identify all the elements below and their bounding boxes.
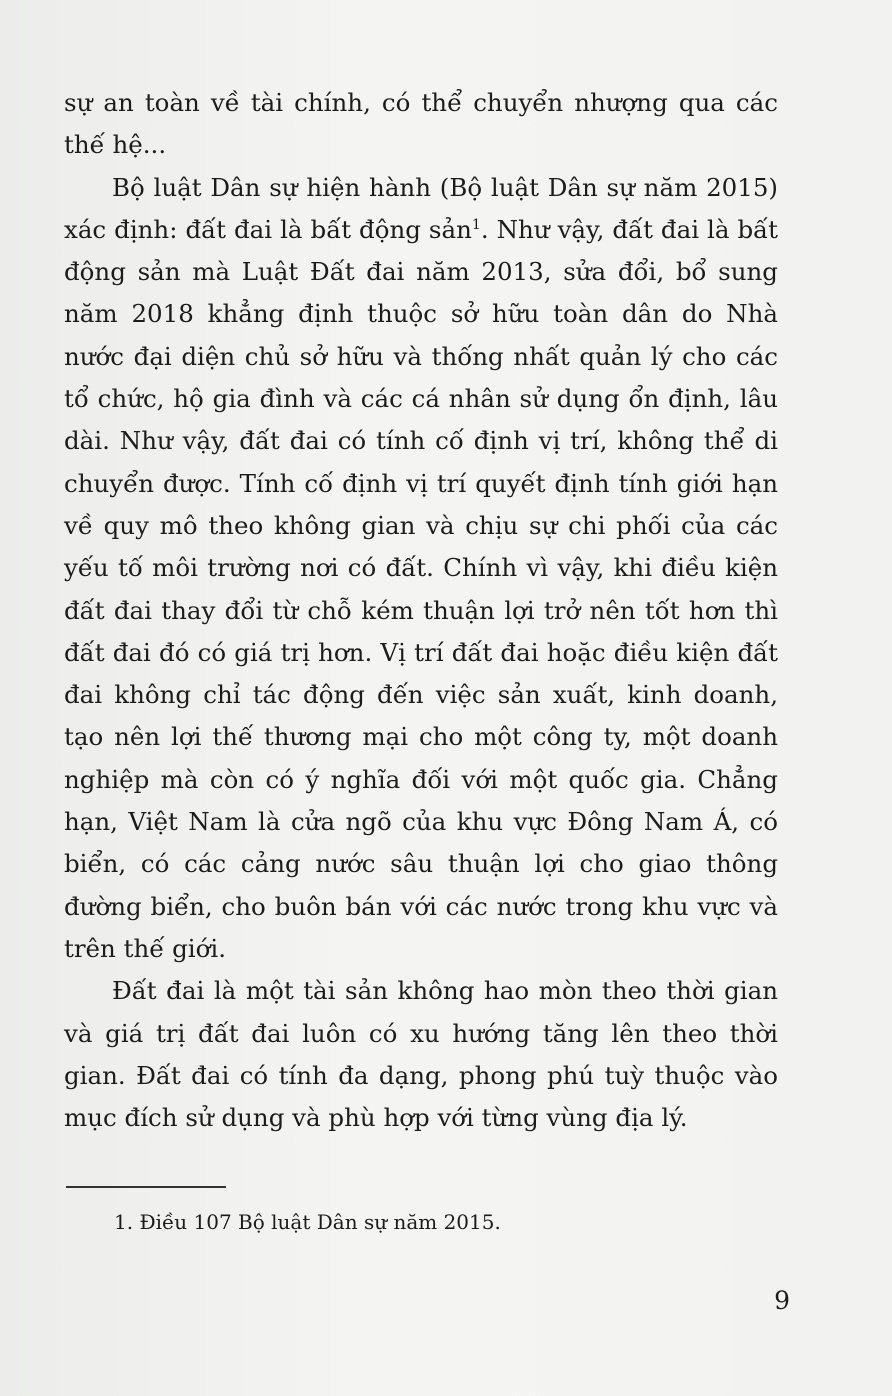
footnote-divider: [66, 1186, 226, 1188]
footnote-reference: 1: [471, 216, 481, 233]
paragraph-1: sự an toàn về tài chính, có thể chuyển nhượng qua các thế hệ...: [64, 88, 778, 160]
paragraph-2: [64, 167, 778, 971]
paragraph-3: Đất đai là một tài sản không hao mòn theo thời gian và giá trị đất đai luôn có xu hướng tăng lên theo thời gian. Đất đai có tính đa dạng, phong phú tuỳ thuộc vào mục đích sử dụng và phù hợp với từng vùng địa lý.: [64, 976, 778, 1133]
paragraph-2-continuation: . Như vậy, đất đai là bất động sản mà Luật Đất đai năm 2013, sửa đổi, bổ sung năm 2018 khẳng định thuộc sở hữu toàn dân do Nhà nước đại diện chủ sở hữu và thống nhất quản lý cho các tổ chức, hộ gia đình và các cá nhân sử dụng ổn định, lâu dài. Như vậy, đất đai có tính cố định vị trí, không thể di chuyển được. Tính cố định vị trí quyết định tính giới hạn về quy mô theo không gian và chịu sự chi phối của các yếu tố môi trường nơi có đất. Chính vì vậy, khi điều kiện đất đai thay đổi từ chỗ kém thuận lợi trở nên tốt hơn thì đất đai đó có giá trị hơn. Vị trí đất đai hoặc điều kiện đất đai không chỉ tác động đến việc sản xuất, kinh doanh, tạo nên lợi thế thương mại cho một công ty, một doanh nghiệp mà còn có ý nghĩa đối với một quốc gia. Chẳng hạn, Việt Nam là cửa ngõ của khu vực Đông Nam Á, có biển, có các cảng nước sâu thuận lợi cho giao thông đường biển, cho buôn bán với các nước trong khu vực và trên thế giới.: [64, 214, 778, 963]
page-number: 9: [774, 1286, 790, 1315]
paragraph-2-start: Bộ luật Dân sự hiện hành (Bộ luật Dân sự năm 2015) xác định: đất đai là bất động sản: [64, 172, 778, 244]
footnote: 1. Điều 107 Bộ luật Dân sự năm 2015.: [114, 1210, 501, 1234]
main-text: [64, 82, 778, 1139]
